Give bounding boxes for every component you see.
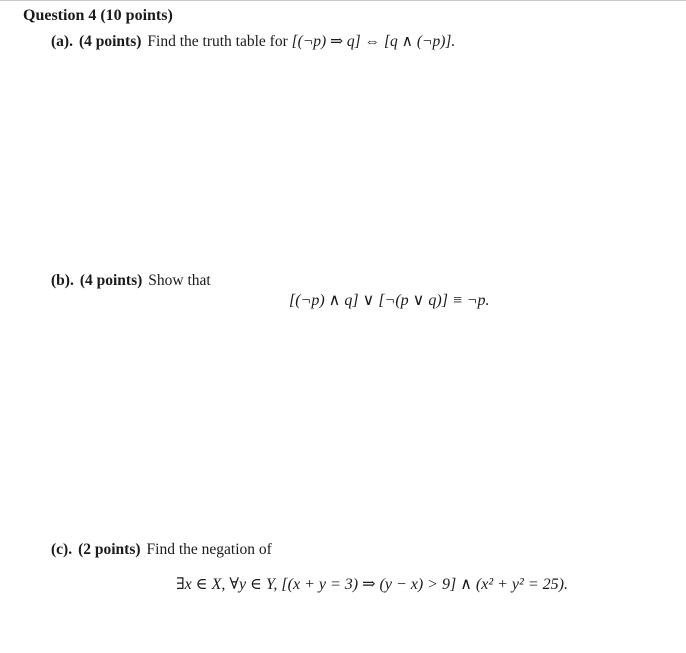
part-c-label: (c). <box>51 541 73 558</box>
part-b-label: (b). <box>51 272 74 289</box>
part-c-math: ∃x ∈ X, ∀y ∈ Y, [(x + y = 3) ⇒ (y − x) > 9] ∧ (x² + y² = 25). <box>176 576 568 593</box>
question-title: Question 4 (10 points) <box>23 7 173 24</box>
part-c-text: Find the negation of <box>146 541 272 558</box>
part-a-text: Find the truth table for <box>147 33 288 50</box>
part-b <box>51 272 211 290</box>
part-a-math: [(¬p) ⇒ q] ⇔ [q ∧ (¬p)]. <box>291 33 456 50</box>
part-b-points: (4 points) <box>79 272 143 289</box>
part-a-points: (4 points) <box>78 33 142 50</box>
part-b-text: Show that <box>148 272 211 289</box>
part-a <box>51 32 455 51</box>
part-a-label: (a). <box>51 33 73 50</box>
part-b-math: [(¬p) ∧ q] ∨ [¬(p ∨ q)] ≡ ¬p. <box>289 292 490 309</box>
part-c-points: (2 points) <box>78 541 141 558</box>
top-divider <box>0 0 686 1</box>
part-c <box>51 541 272 559</box>
